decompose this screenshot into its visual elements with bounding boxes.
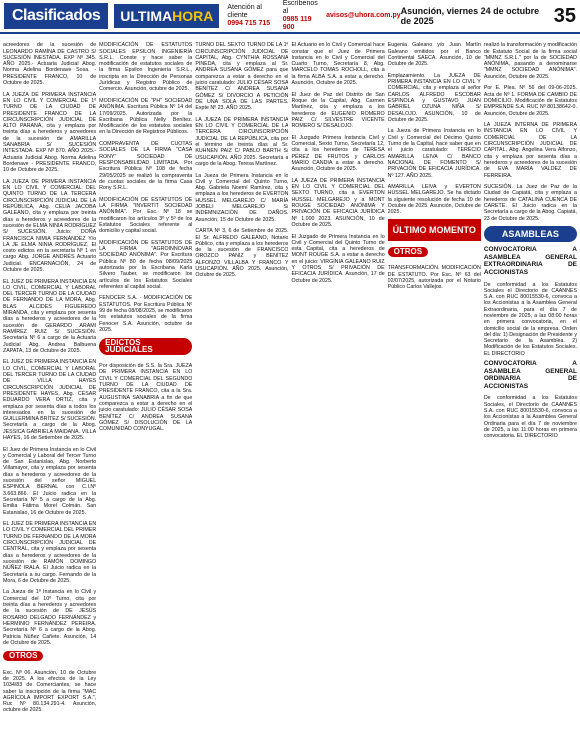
issue-date: Asunción, viernes 24 de octubre de 2025	[400, 6, 540, 26]
ad-entry: FENOCER S.A. - MODIFICACIÓN DE ESTATUTOS. Por Escritura Pública Nº 99 de fecha 08/08/2025, se modificaron los estatutos sociales de la firma Fenocer S.A. Asunción, octubre de 2025.	[99, 295, 193, 333]
ad-entry: Emplazamiento. La JUEZA DE PRIMERA INSTANCIA EN LO CIVIL Y COMERCIAL, cita y emplaza al señor CARLOS ALFREDO ESCOBAR ESPINOLA y GUSTAVO JUAN GABRIEL OZUNA NIÑA S/ DESALOJO. ASUNCIÓN, 10 de Octubre de 2025.	[387, 72, 481, 123]
classifieds-grid	[0, 34, 580, 751]
ad-entry: LA JUEZA DE PRIMERA INSTANCIA EN LO CIVIL Y COMERCIAL DEL QUINTO TURNO DE LA TERCERA CIRCUNSCRIPCIÓN JUDICIAL DE LA REPÚBLICA, Abg. CELIA JACOBA GALEANO, cita y emplaza por treinta días a herederos y acreedores de la sucesión de ELMA NINIA RODRÍGUEZ S/ SUCESIÓN. Juicio: DOÑA FRANCISCA NIMIA FERNÁNDEZ Y/o LA JE ELMA NINIA RODRÍGUEZ. El costo edictos en la secretaría Nº 1 en cargo Abg. JORGE ANDRÉS Actuario Judicial. ENCARNACIÓN, 24 de Octubre de 2025.	[3, 178, 97, 273]
ad-entry: Exc. Nº 06. Asunción, 10 de Octubre de 2025. A los efectos de la Ley 1034/83 de Comerciantes, se hace saber la inscripción de la firma "MAC AGRÍCOLA IMPORT EXPORT S.A.", Ruc Nº 80.134.291-4. Asunción, octubre de 2025.	[3, 669, 97, 714]
ad-entry: MODIFICACIÓN DE "PH" SOCIEDAD ANÓNIMA. Escritura Pública Nº 14 del 17/09/2025. Autorizada por la Escribana Pública Nelly Benítez. Modificación de los estatutos sociales en la Dirección de Registros Públicos.	[99, 97, 193, 136]
column-6	[484, 37, 577, 751]
ad-entry: LA JUEZA DE PRIMERA INSTANCIA EN LO CIVIL Y COMERCIAL DE LA TERCERA CIRCUNSCRIPCIÓN JUDICIAL DE LA REPÚBLICA, cita por el término de treinta días al Sr. KUHNEN PAIZ C/ PABLO BARTH S/ USUCAPIÓN. AÑO 2025. Secretaría a cargo de la Abog. Teresa Martínez.	[195, 116, 289, 167]
contact-email	[283, 0, 318, 32]
convocatoria-title: CONVOCATORIA A ASAMBLEA GENERAL ORDINARIA DE ACCIONISTAS	[483, 360, 577, 390]
ad-entry: MODIFICACIÓN DE ESTATUTOS DE LA FIRMA "AGROINNOVAR SOCIEDAD ANÓNIMA". Por Escritura Pública Nº 80 de fecha 08/09/2025 autorizada por la Escribana Karla Silvero Tauber, se modificaron los artículos de los Estatutos Sociales referentes al capital social.	[99, 239, 193, 290]
section-title: Clasificados	[4, 3, 108, 29]
ad-entry: realizó la transformación y modificación de Estatuto Social de la firma social "MMNZ S.R.L." por la de SOCIEDAD ANÓNIMA, pasando a denominarse "MMNZ SOCIEDAD ANÓNIMA". Asunción, Octubre de 2025.	[483, 42, 577, 80]
phone-number: 0994 715 715	[227, 20, 271, 27]
ad-entry: La Jueza de Primera Instancia en lo Civil y Comercial del Décimo Quinto Turno de la Capital, hace saber que en el juicio caratulado: TERECIO AMARILLA LEIVA C/ BANCO NACIONAL DE FOMENTO S/ PRIVACIÓN DE EFICACIA JURÍDICA. Nº 127. AÑO 2025.	[387, 128, 481, 179]
ad-entry: COMPRAVENTA DE CUOTAS SOCIALES DE LA FIRMA "CASA RONY" SOCIEDAD DE RESPONSABILIDAD LIMITADA. Por Escritura Pública Nº 108 de fecha 29/05/2025 se realizó la compraventa de cuotas sociales de la firma Casa Rony S.R.L.	[99, 141, 193, 192]
ad-entry: LA JUEZA DE PRIMERA INSTANCIA EN LO CIVIL Y COMERCIAL DEL SEXTO TURNO, cita a EVERTON HUSSEL MELGAREJO y a MONT ROUGE SOCIEDAD ANÓNIMA Y PRIVACIÓN DE EFICACIA JURÍDICA Nº 1.000 2023. ASUNCIÓN, 10 de Octubre de 2025.	[291, 177, 385, 228]
ad-entry: El Actuario en lo Civil y Comercial hace constar que el Juez de Primera Instancia en lo Civil y Comercial del Cuarto Turno, Secretaría 8, Abg. MARCELO TOMAS ROCHOLL, cita a la firma ALBA S.A. a estar a derecho. Asunción, Octubre de 2025.	[291, 42, 385, 87]
ad-entry: El Juez de Primera Instancia en lo Civil y Comercial y Laboral del Tercer Turno de San Estanislao, Abg. Norberto Villamayor, cita y emplaza por sesenta días a herederos y acreedores de la sucesión del señor MIGUEL ESPINOLA BERNAL con C.I.Nº 3.663.866. El Juicio radica en la Secretaría Nº 5 a cargo de la Abg. Emilia Fátima Morel Colmán. San Estanislao, 16 de Octubre de 2025.	[3, 446, 97, 516]
ad-entry: LA JUEZA INTERNA DE PRIMERA INSTANCIA EN LO CIVIL Y COMERCIAL DE LA CIRCUNSCRIPCIÓN JUDICIAL DE CAPITAL, Abg. Angelina Vera Alfonzo, cita y emplaza por sesenta días a herederos y acreedores de la sucesión de EVA MARÍA VALDEZ DE FERREIRA.	[483, 122, 577, 179]
ad-entry: Por disposición de S.S. la Sra. JUEZA DE PRIMERA INSTANCIA EN LO CIVIL Y COMERCIAL DEL SEGUNDO TURNO DE LA CIUDAD DE PRESIDENTE FRANCO, cita a la Sra. AUGUSTINA SANABRIA a fin de que comparezca a estar a derecho en el juicio caratulado: JULIO CÉSAR SOSA BENÍTEZ C/ ANDREA SUSANA GÓMEZ S/ DISOLUCIÓN DE LA COMUNIDAD CONYUGAL.	[99, 363, 193, 433]
ad-entry: SUCESIÓN. La Juez de Paz de la Ciudad de Capiatá, cita y emplaza a herederos de CATALINA CUENCA DE CARETE. El Juicio radica en la Secretaría a cargo de la Abog. Capiatá, 23 de Octubre de 2025.	[483, 184, 577, 222]
ad-entry: AMARILLA LEIVA y EVERTON HUSSEL MELGAREJO. Se ha dictado la siguiente resolución de fecha 10 de Octubre de 2025. Asunción, Octubre de 2025.	[387, 184, 481, 216]
column-3	[195, 37, 288, 751]
ad-entry: CARTA Nº 3, 6 de Setiembre de 2025. El Sr. ALFREDO GALEANO, Notario Público, cita y emplaza a los herederos de la sucesión de FRANCISCO OROZCO PANIZ y BENÍTEZ ALFONZO VILLALBA Y FRANCO Y USUCAPIÓN. AÑO 2025. Asunción, Octubre de 2025.	[195, 228, 289, 279]
ad-entry: El Juez de Paz del Distrito de San Roque de la Capital, Abg. Carmen Martínez, cita y emplaza a los herederos de EUGENIO ROMERO PAIZ C/ SILVESTRE VICENTE ROMERO S/ DESALOJO.	[291, 91, 385, 130]
ad-entry: Por E. Plea. Nº 56 del 09-06-2025. Acta de Nº 1. FORMA DE CAMBIO DE DOMICILIO. Modificación de Estatutos EMPRENDE S.A. RUC Nº 80138642-0. Asunción, Octubre de 2025.	[483, 85, 577, 117]
email-number: 0985 119 900	[282, 16, 312, 31]
ad-entry: De conformidad a los Estatutos Sociales el Directorio de CAANNES S.A. con RUC 80015530-6, convoca a los Accionistas a la Asamblea General Extraordinaria, para el día 7 de noviembre de 2025, a las 08:00 horas en primera convocatoria, en el domicilio social de la empresa. Orden del día: 1) Designación de Presidente y Secretario de la Asamblea. 2) Modificación de los Estatutos Sociales. EL DIRECTORIO	[483, 281, 577, 357]
column-4	[291, 37, 384, 751]
ad-entry: El Juzgado Primera Instancia Civil y Comercial, Sexto Turno, Secretaría 12, cita a los herederos de TERESA PÉREZ DE FRUTOS y CARLOS MARIO CANDIA a estar a derecho. Asunción, Octubre de 2025.	[291, 134, 385, 173]
section-label-otros: OTROS	[3, 651, 43, 661]
ultimo-momento-promo	[388, 219, 481, 241]
ad-entry: EL JUEZ DE PRIMERA INSTANCIA EN LO CIVIL, COMERCIAL Y LABORAL DEL TERCER TURNO DE LA CIUDAD DE FERNANDO DE LA MORA, Abg. BLAS ALCIDES FIGUEREDO MIRANDA, cita y emplaza por sesenta días a herederos y acreedores de la sucesión de GERARDO ARAMI RAMÍREZ RUIZ S/ SUCESIÓN. Secretaría Nº 6 a cargo de la Actuaria Judicial Abg. Andrea Balbuena ZAPATA, 13 de Octubre de 2025.	[3, 278, 97, 354]
ad-entry: TRANSFORMACIÓN. MODIFICACIÓN DE ESTATUTO. Por Esc. Nº 63 del 02/07/2025, autorizada por el Notario Público Carlos Vallejos.	[387, 265, 481, 291]
section-label-asambleas: ASAMBLEAS	[484, 226, 577, 242]
column-1	[3, 37, 96, 751]
brand-accent: HORA	[172, 8, 214, 24]
avisos-email: avisos@uhora.com.py	[326, 12, 401, 19]
column-2	[99, 37, 192, 751]
ad-entry: La Jueza de Primera Instancia en lo Civil y Comercial del Quinto Turno, Abg. Gabriela Noemí Ramírez, cita y emplaza a los herederos de EVERTON HUSSEL MELGAREJO C/ MARÍA JOBELI MELGAREJO S/ INDEMNIZACIÓN DE DAÑOS. Asunción, 15 de Octubre de 2025.	[195, 172, 289, 223]
email-label: Escríbenos al	[282, 0, 318, 15]
ad-entry: acreedores de la sucesión de LEONARDO RAMÍNA DE CASTRO S/ SUCESIÓN INESTADA. EXP Nº 345. AÑO 2025.- Actuaria Judicial Abog. Norma Adelina Bordenave Sosa. - PRESIDENTE FRANCO, 10 de Octubre de 2025.	[3, 42, 97, 87]
convocatoria-title: CONVOCATORIA A ASAMBLEA GENERAL EXTRAORDINARIA DE ACCIONISTAS	[483, 246, 577, 276]
ad-entry: LA JUEZA DE PRIMERA INSTANCIA EN LO CIVIL Y COMERCIAL DE 1º TURNO DE LA CIUDAD DE PRESIDENTE FRANCO DE LA CIRCUNSCRIPCIÓN JUDICIAL DE ALTO PARANÁ, cita y emplaza por treinta días a herederos y acreedores de la sucesión de AMARILLA SANABRIA S/ SUCESIÓN INTESTADA. EXP Nº 870. AÑO 2025.- Actuaria Judicial Abog. Norma Adelina Bordenave - PRESIDENTE FRANCO, 10 de Octubre de 2025.	[3, 91, 97, 174]
ad-entry: TURNO DEL SEXTO TURNO DE LA 1ª CIRCUNSCRIPCIÓN JUDICIAL DE CAPITAL, Abg. CYNTHIA ROSSANA PINEDA, cita y emplaza al Sr. ANDREA SUSANA GÓMEZ para que comparezca a estar a derecho en el juicio caratulado: JULIO CÉSAR SOSA BENÍTEZ C/ ANDREA SUSANA GÓMEZ S/ DIVORCIO A PETICIÓN DE UNA SOLA DE LAS PARTES. Expte Nº 23. AÑO 2025.	[195, 42, 289, 112]
promo-title: ÚLTIMO MOMENTO	[392, 224, 476, 235]
column-5	[388, 37, 481, 751]
ad-entry: La Jueza de 1ª Instancia en lo Civil y Comercial del 10º Turno, cita por treinta días a herederos y acreedores de la sucesión de DE JESÚS ROSARIO DELGADO FERNÁNDEZ y HERMINIO FERNÁNDEZ PEREIRA. Secretaría Nº 6 a cargo de la Abog. Patricia Núñez Cañete. Asunción, 14 de Octubre de 2025.	[3, 589, 97, 646]
section-label-edictos: EDICTOS JUDICIALES	[99, 338, 192, 355]
contact-phone	[227, 4, 274, 28]
ad-entry: EL JUEZ DE PRIMERA INSTANCIA EN LO CIVIL, COMERCIAL Y LABORAL DEL TERCER TURNO DE LA CIUDAD DE VILLA HAYES CIRCUNSCRIPCIÓN JUDICIAL DE PRESIDENTE HAYES, Abg. CÉSAR EDUARDO VERA ORTIZ, cita y emplaza por sesenta días a todos los interesados en la sucesión de GUILLERMINA BRÍTEZ S/ SUCESIÓN. Secretaría a cargo de la Abog. JESSICA GABRIELA MAIDANA. VILLA HAYES, 16 de Setiembre de 2025.	[3, 359, 97, 441]
brand-logo	[114, 4, 219, 28]
page-header	[0, 0, 580, 34]
ad-entry: MODIFICACIÓN DE ESTATUTOS SOCIALES EPSILON INGENIERÍA S.R.L. Conste y hace saber la modificación de estatutos sociales de la firma Epsilon Ingeniería S.R.L., inscripta en la Dirección de Personas Jurídicas y Registro Público de Comercio. Asunción, octubre de 2025.	[99, 42, 193, 93]
contact-avisos	[326, 12, 401, 20]
ad-entry: EL JUEZ DE PRIMERA INSTANCIA EN LO CIVIL Y COMERCIAL DEL PRIMER TURNO DE FERNANDO DE LA MORA CIRCUNSCRIPCIÓN JUDICIAL DE CENTRAL, cita y emplaza por sesenta días a herederos y acreedores de la sucesión de RAMÓN DOMINGO NÚÑEZ IRALA. El Juicio radica en la Secretaría a su cargo. Fernando de la Mora, 6 de Octubre de 2025.	[3, 521, 97, 584]
ad-entry: El Juzgado de Primera Instancia en lo Civil y Comercial del Quinto Turno de esta Capital, cita a herederos de MONT ROUGE S.A. a estar a derecho en el juicio: VIRGINIA GALEANO RUIZ Y OTROS S/ PRIVACIÓN DE EFICACIA JURÍDICA. Asunción, 17 de Octubre de 2025.	[291, 233, 385, 284]
ad-entry: MODIFICACIÓN DE ESTATUTOS DE LA FIRMA "INVERTIT SOCIEDAD ANÓNIMA". Por Esc. Nº 18 se modificaron los artículos 3º y 5º de los Estatutos Sociales referente al domicilio y capital social.	[99, 196, 193, 235]
ad-entry: De conformidad a los Estatutos Sociales, el Directorio de CAANNES S.A. con RUC 80015530-6, convoca a los Accionistas a la Asamblea General Ordinaria para el día 7 de noviembre de 2025, a las 11:00 horas en primera convocatoria. EL DIRECTORIO	[483, 395, 577, 440]
ad-entry: Eugenia Galeano y/o Juan Martín Galeano emitidos por el Banco Continental SAECA. Asunción, 10 de Octubre de 2025.	[387, 42, 481, 68]
brand-main: ULTIMA	[120, 8, 173, 24]
page-number: 35	[553, 4, 576, 27]
section-label-otros: OTROS	[388, 247, 428, 257]
phone-label: Atención al cliente	[227, 4, 262, 19]
